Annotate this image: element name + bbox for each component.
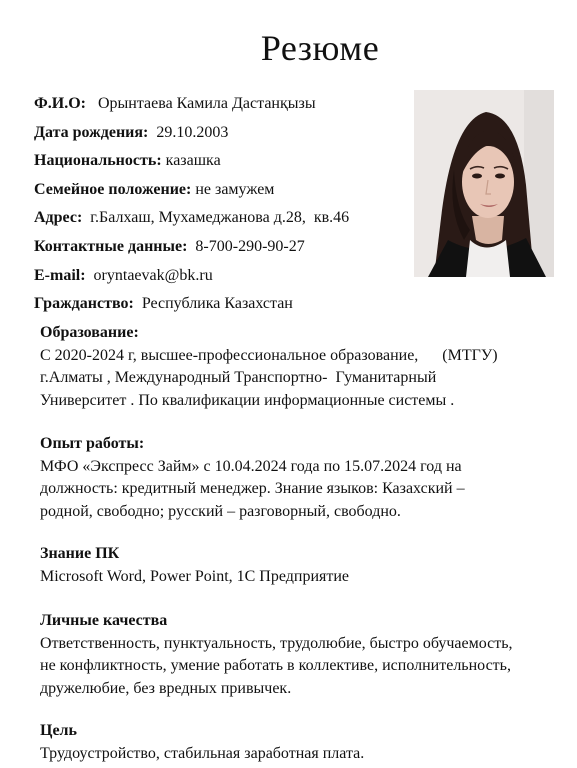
nationality-row [34, 149, 349, 178]
experience-section [40, 433, 560, 523]
experience-heading: Опыт работы: [40, 435, 145, 452]
experience-line: МФО «Экспресс Займ» с 10.04.2024 года по 15.07.2024 год на [40, 457, 462, 475]
address-row [34, 206, 349, 235]
personal-info [34, 92, 349, 321]
education-line: Университет . По квалификации информационные системы . [40, 391, 455, 409]
dob-row [34, 121, 349, 150]
qualities-line: дружелюбие, без вредных привычек. [40, 679, 292, 697]
fio-value: Орынтаева Камила Дастанқызы [97, 95, 316, 112]
experience-text [40, 456, 560, 524]
marital-label: Семейное положение: [34, 180, 192, 198]
qualities-line: Ответственность, пунктуальность, трудолюбие, быстро обучаемость, [40, 634, 513, 652]
contact-value: 8-700-290-90-27 [195, 237, 305, 255]
education-line: г.Алматы , Международный Транспортно- Гуманитарный [40, 369, 437, 386]
citizenship-value: Республика Казахстан [141, 295, 293, 313]
education-section [40, 322, 560, 412]
pc-skills-section [40, 543, 560, 588]
contact-label: Контактные данные: [34, 237, 188, 255]
fio-row [34, 92, 349, 121]
qualities-heading: Личные качества [40, 612, 168, 629]
experience-line: родной, свободно; русский – разговорный, свободно. [40, 502, 401, 520]
education-line: С 2020-2024 г, высшее-профессиональное образование, (МТГУ) [40, 346, 498, 364]
address-label: Адрес: [34, 209, 83, 227]
contact-row [34, 235, 349, 264]
dob-label: Дата рождения: [34, 123, 149, 141]
pc-skills-heading: Знание ПК [40, 545, 120, 562]
profile-photo [414, 90, 554, 277]
nationality-label: Национальность: [34, 152, 162, 170]
goal-heading: Цель [40, 722, 77, 739]
education-heading: Образование: [40, 324, 139, 341]
citizenship-label: Гражданство: [34, 295, 134, 313]
email-value: oryntaevak@bk.ru [93, 266, 213, 284]
address-value: г.Балхаш, Мухамеджанова д.28, кв.46 [90, 209, 350, 227]
dob-value: 29.10.2003 [156, 123, 229, 141]
page-title: Резюме [260, 28, 380, 68]
pc-skills-text [40, 566, 560, 589]
education-text [40, 345, 560, 413]
goal-text [40, 743, 560, 766]
marital-row [34, 178, 349, 207]
goal-section [40, 720, 560, 765]
marital-value: не замужем [195, 180, 275, 198]
citizenship-row [34, 292, 349, 321]
email-label: E-mail: [34, 266, 86, 284]
experience-line: должность: кредитный менеджер. Знание языков: Казахский – [40, 480, 465, 497]
portrait-image [414, 90, 554, 277]
pc-skills-line: Microsoft Word, Power Point, 1С Предприятие [40, 567, 350, 585]
qualities-line: не конфликтность, умение работать в коллективе, исполнительность, [40, 657, 511, 674]
goal-line: Трудоустройство, стабильная заработная плата. [40, 744, 365, 762]
qualities-section [40, 610, 560, 700]
email-row [34, 264, 349, 293]
qualities-text [40, 633, 560, 701]
nationality-value: казашка [165, 152, 221, 170]
fio-label: Ф.И.О: [34, 95, 86, 112]
